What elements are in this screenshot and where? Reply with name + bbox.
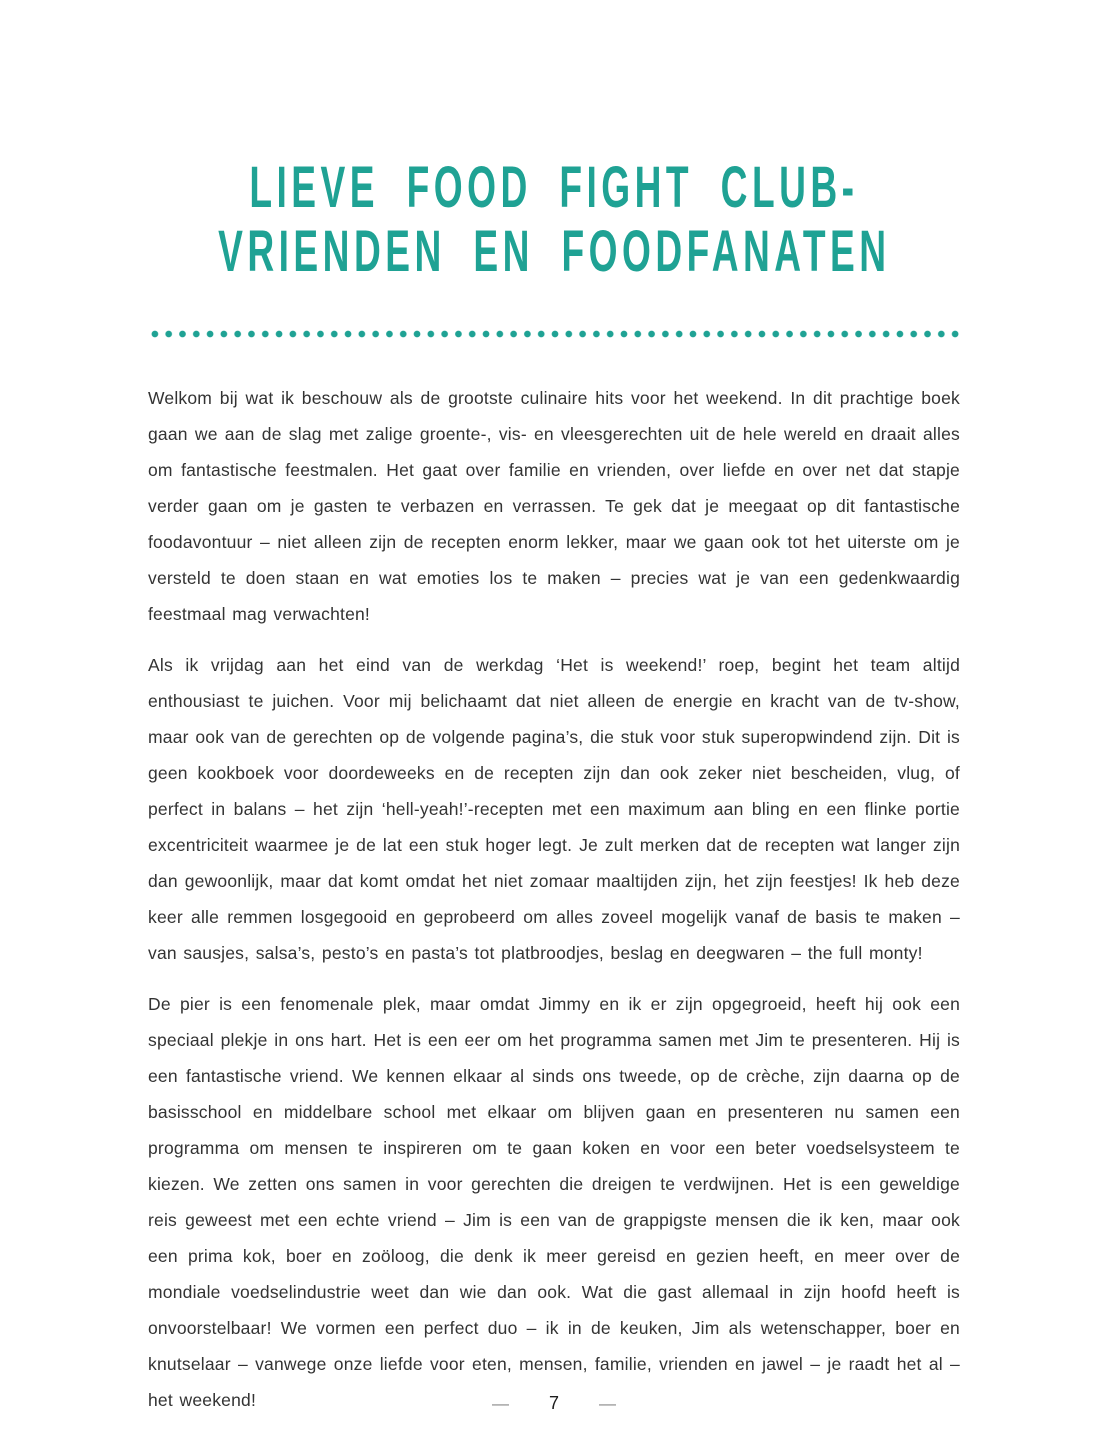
chapter-title <box>0 0 1108 284</box>
chapter-title-line-1: LIEVE FOOD FIGHT CLUB- <box>249 155 859 220</box>
footer-right-dash: — <box>599 1393 616 1413</box>
chapter-title-line-2: VRIENDEN EN FOODFANATEN <box>217 219 891 284</box>
page-number: 7 <box>548 1393 559 1413</box>
page-footer <box>0 1394 1108 1412</box>
chapter-body <box>148 380 960 1418</box>
body-paragraph-3: De pier is een fenomenale plek, maar omdat Jimmy en ik er zijn opgegroeid, heeft hij ook een speciaal plekje in ons hart. Het is een eer om het programma samen met Jim te presenteren. Hij is een fantastische vriend. We kennen elkaar al sinds ons tweede, op de crèche, zijn daarna op de basisschool en middelbare school met elkaar om blijven gaan en presenteren nu samen een programma om mensen te inspireren om te gaan koken en voor een beter voedselsysteem te kiezen. We zetten ons samen in voor gerechten die dreigen te verdwijnen. Het is een geweldige reis geweest met een echte vriend – Jim is een van de grappigste mensen die ik ken, maar ook een prima kok, boer en zoöloog, die denk ik meer gereisd en gezien heeft, en meer over de mondiale voedselindustrie weet dan wie dan ook. Wat die gast allemaal in zijn hoofd heeft is onvoorstelbaar! We vormen een perfect duo – ik in de keuken, Jim als wetenschapper, boer en knutselaar – vanwege onze liefde voor eten, mensen, familie, vrienden en jawel – je raadt het al – het weekend! <box>148 994 960 1410</box>
dotted-divider <box>148 330 960 338</box>
footer-left-dash: — <box>491 1393 509 1413</box>
body-paragraph-1: Welkom bij wat ik beschouw als de grootste culinaire hits voor het weekend. In dit prachtige boek gaan we aan de slag met zalige groente-, vis- en vleesgerechten uit de hele wereld en draait alles om fantastische feestmalen. Het gaat over familie en vrienden, over liefde en over net dat stapje verder gaan om je gasten te verbazen en verrassen. Te gek dat je meegaat op dit fantastische foodavontuur – niet alleen zijn de recepten enorm lekker, maar we gaan ook tot het uiterste om je versteld te doen staan en wat emoties los te maken – precies wat je van een gedenkwaardig feestmaal mag verwachten! <box>148 388 960 624</box>
body-paragraph-2: Als ik vrijdag aan het eind van de werkdag ‘Het is weekend!’ roep, begint het team altijd enthousiast te juichen. Voor mij belichaamt dat niet alleen de energie en kracht van de tv-show, maar ook van de gerechten op de volgende pagina’s, die stuk voor stuk superopwindend zijn. Dit is geen kookboek voor doordeweeks en de recepten zijn dan ook zeker niet bescheiden, vlug, of perfect in balans – het zijn ‘hell-yeah!’-recepten met een maximum aan bling en een flinke portie excentriciteit waarmee je de lat een stuk hoger legt. Je zult merken dat de recepten wat langer zijn dan gewoonlijk, maar dat komt omdat het niet zomaar maaltijden zijn, het zijn feestjes! Ik heb deze keer alle remmen losgegooid en geprobeerd om alles zoveel mogelijk vanaf de basis te maken – van sausjes, salsa’s, pesto’s en pasta’s tot platbroodjes, beslag en deegwaren – the full monty! <box>148 655 960 963</box>
